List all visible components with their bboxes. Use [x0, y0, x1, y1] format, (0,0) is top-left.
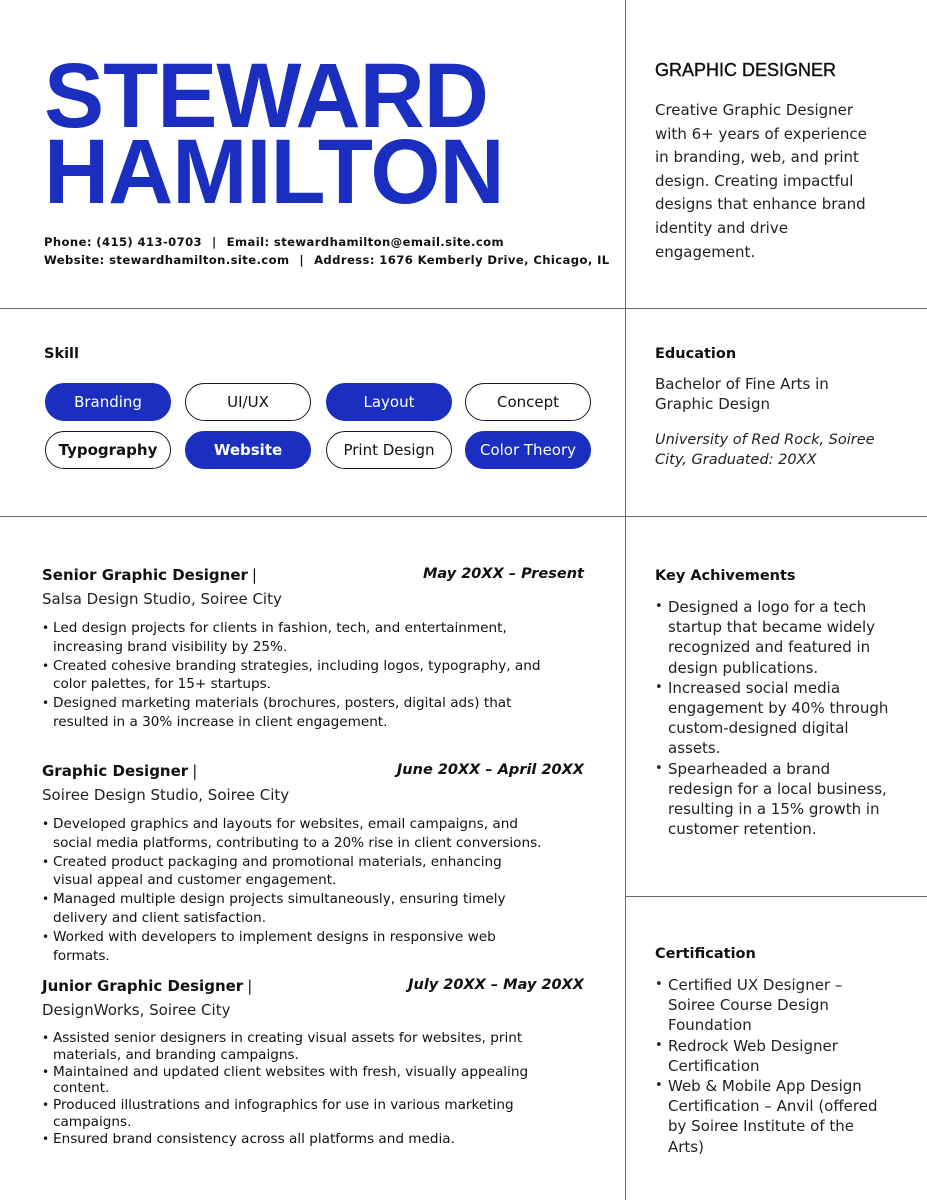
- list-item: • Worked with developers to implement designs in responsive web formats.: [42, 928, 542, 966]
- contact-address: Address: 1676 Kemberly Drive, Chicago, IL: [314, 253, 610, 267]
- certification-list: [655, 975, 890, 1157]
- experience-title: Junior Graphic Designer: [42, 977, 244, 995]
- list-item: • Designed a logo for a tech startup that became widely recognized and featured in design publications.: [655, 597, 890, 678]
- experience-company: Salsa Design Studio, Soiree City: [42, 590, 282, 608]
- experience-entry: [42, 762, 587, 965]
- section-divider-1: [0, 308, 927, 309]
- contact-website[interactable]: Website: stewardhamilton.site.com: [44, 253, 290, 267]
- experience-company: DesignWorks, Soiree City: [42, 1001, 231, 1019]
- experience-dates: June 20XX – April 20XX: [396, 762, 584, 778]
- experience-bullets: [42, 619, 587, 732]
- experience-bullets: [42, 815, 587, 965]
- list-item: • Managed multiple design projects simultaneously, ensuring timely delivery and client satisfaction.: [42, 890, 542, 928]
- list-item: • Created cohesive branding strategies, including logos, typography, and color palettes, for 15+ startups.: [42, 657, 542, 695]
- skill-pill: Concept: [465, 383, 591, 421]
- experience-dates: May 20XX – Present: [422, 566, 584, 582]
- profile-summary: Creative Graphic Designer with 6+ years of experience in branding, web, and print design. Creating impactful designs that enhance brand identity and drive engagement.: [655, 101, 867, 261]
- skill-pill: Branding: [45, 383, 171, 421]
- list-item: • Spearheaded a brand redesign for a local business, resulting in a 15% growth in customer retention.: [655, 759, 890, 840]
- list-item: • Maintained and updated client websites with fresh, visually appealing content.: [42, 1064, 542, 1098]
- skill-pill: Layout: [326, 383, 452, 421]
- skill-pill: Website: [185, 431, 311, 469]
- certification-heading: Certification: [655, 946, 756, 962]
- contact-line-2: [44, 253, 610, 267]
- list-item: • Certified UX Designer – Soiree Course Design Foundation: [655, 975, 890, 1036]
- contact-email[interactable]: Email: stewardhamilton@email.site.com: [226, 235, 504, 249]
- experience-title-separator: |: [251, 566, 257, 584]
- name-first: STEWARD: [44, 45, 488, 147]
- column-divider: [625, 0, 626, 1200]
- skill-pill: Typography: [45, 431, 171, 469]
- list-item: • Increased social media engagement by 40% through custom-designed digital assets.: [655, 678, 890, 759]
- contact-separator: |: [299, 253, 305, 267]
- education-heading: Education: [655, 346, 737, 362]
- education-degree: Bachelor of Fine Arts in Graphic Design: [655, 375, 829, 413]
- section-divider-3: [626, 896, 927, 897]
- skill-pill: UI/UX: [185, 383, 311, 421]
- skills-heading: Skill: [44, 346, 79, 362]
- list-item: • Ensured brand consistency across all platforms and media.: [42, 1131, 542, 1148]
- job-title-heading: GRAPHIC DESIGNER: [655, 60, 837, 80]
- experience-title: Senior Graphic Designer: [42, 566, 248, 584]
- experience-title-wrap: [42, 566, 257, 584]
- list-item: • Web & Mobile App Design Certification – Anvil (offered by Soiree Institute of the Arts): [655, 1076, 890, 1157]
- experience-entry: [42, 977, 587, 1148]
- experience-bullets: [42, 1030, 587, 1148]
- experience-title-separator: |: [247, 977, 253, 995]
- experience-entry: [42, 566, 587, 732]
- education-school: University of Red Rock, Soiree City, Graduated: 20XX: [655, 432, 875, 468]
- experience-title-separator: |: [192, 762, 198, 780]
- experience-company: Soiree Design Studio, Soiree City: [42, 786, 290, 804]
- skill-pill: Print Design: [326, 431, 452, 469]
- skill-pill: Color Theory: [465, 431, 591, 469]
- contact-line-1: [44, 235, 504, 249]
- list-item: • Led design projects for clients in fashion, tech, and entertainment, increasing brand visibility by 25%.: [42, 619, 542, 657]
- experience-title: Graphic Designer: [42, 762, 189, 780]
- list-item: • Developed graphics and layouts for websites, email campaigns, and social media platforms, contributing to a 20% rise in client conversions.: [42, 815, 542, 853]
- contact-phone: Phone: (415) 413-0703: [44, 235, 203, 249]
- section-divider-2: [0, 516, 927, 517]
- list-item: • Assisted senior designers in creating visual assets for websites, print materials, and branding campaigns.: [42, 1030, 542, 1064]
- experience-title-wrap: [42, 977, 252, 995]
- name-last: HAMILTON: [44, 121, 504, 223]
- list-item: • Redrock Web Designer Certification: [655, 1036, 890, 1076]
- list-item: • Created product packaging and promotional materials, enhancing visual appeal and customer engagement.: [42, 853, 542, 891]
- experience-dates: July 20XX – May 20XX: [408, 977, 584, 993]
- contact-separator: |: [212, 235, 217, 249]
- experience-title-wrap: [42, 762, 197, 780]
- achievements-heading: Key Achivements: [655, 568, 796, 584]
- achievements-list: [655, 597, 890, 839]
- list-item: • Produced illustrations and infographics for use in various marketing campaigns.: [42, 1097, 542, 1131]
- list-item: • Designed marketing materials (brochures, posters, digital ads) that resulted in a 30% increase in client engagement.: [42, 694, 542, 732]
